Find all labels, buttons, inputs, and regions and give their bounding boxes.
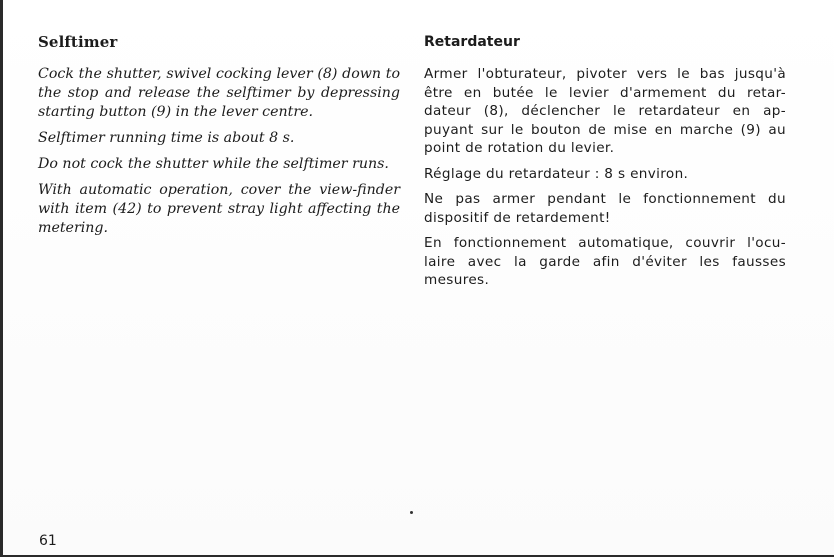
selftimer-paragraph-automatic: With automatic operation, cover the view-finder with item (42) to prevent stray light affecting the metering.	[38, 182, 400, 236]
page-number: 61	[39, 533, 57, 549]
french-column	[424, 31, 786, 297]
selftimer-paragraph-cock: Cock the shutter, swivel cocking lever (8) down to the stop and release the selftimer by depressing starting button (9) in the lever centre.	[38, 66, 400, 120]
retardateur-paragraph-automatique: En fonctionnement automatique, couvrir l'ocu-laire avec la garde afin d'éviter les fausses mesures.	[424, 235, 786, 288]
selftimer-heading: Selftimer	[38, 33, 118, 51]
print-speck	[410, 511, 413, 514]
retardateur-paragraph-warning: Ne pas armer pendant le fonctionnement du dispositif de retardement!	[424, 191, 786, 226]
english-column	[38, 31, 400, 245]
retardateur-paragraph-reglage: Réglage du retardateur : 8 s environ.	[424, 165, 689, 182]
page-left-edge	[0, 0, 3, 557]
selftimer-paragraph-running-time: Selftimer running time is about 8 s.	[38, 130, 295, 146]
retardateur-paragraph-armer: Armer l'obturateur, pivoter vers le bas jusqu'à être en butée le levier d'armement du retar-dateur (8), déclencher le retardateur en ap-puyant sur le bouton de mise en marche (9) au point de rotation du levier.	[424, 66, 786, 156]
retardateur-heading: Retardateur	[424, 34, 520, 50]
selftimer-paragraph-warning: Do not cock the shutter while the selftimer runs.	[38, 156, 389, 172]
